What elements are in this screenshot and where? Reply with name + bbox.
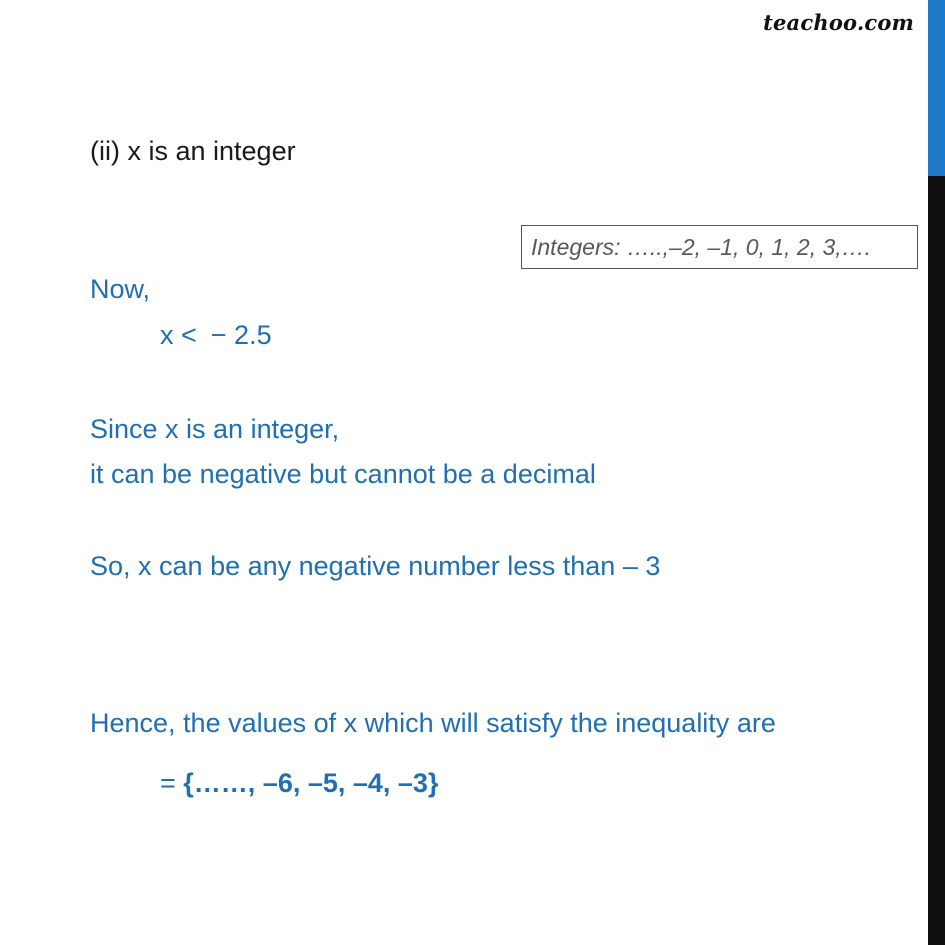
now-text: Now, [90, 274, 151, 304]
integers-note-box: Integers: …..,–2, –1, 0, 1, 2, 3,…. [521, 225, 918, 269]
inequality-rhs: − 2.5 [210, 320, 272, 350]
vertical-scrollbar[interactable] [928, 0, 945, 945]
teachoo-logo: teachoo.com [763, 10, 914, 35]
hence-text: Hence, the values of x which will satisfy the inequality are [90, 708, 776, 738]
since-text: Since x is an integer, [90, 414, 340, 444]
inequality-lhs: x < [160, 320, 197, 350]
answer-equals: = [160, 768, 176, 798]
inequality-line [160, 319, 272, 351]
answer-set: {……, –6, –5, –4, –3} [183, 768, 439, 798]
answer-line [160, 767, 438, 799]
scrollbar-thumb[interactable] [928, 0, 945, 176]
so-text: So, x can be any negative number less than – 3 [90, 551, 661, 581]
question-part-heading: (ii) x is an integer [90, 136, 296, 166]
reason-text: it can be negative but cannot be a decimal [90, 459, 596, 489]
